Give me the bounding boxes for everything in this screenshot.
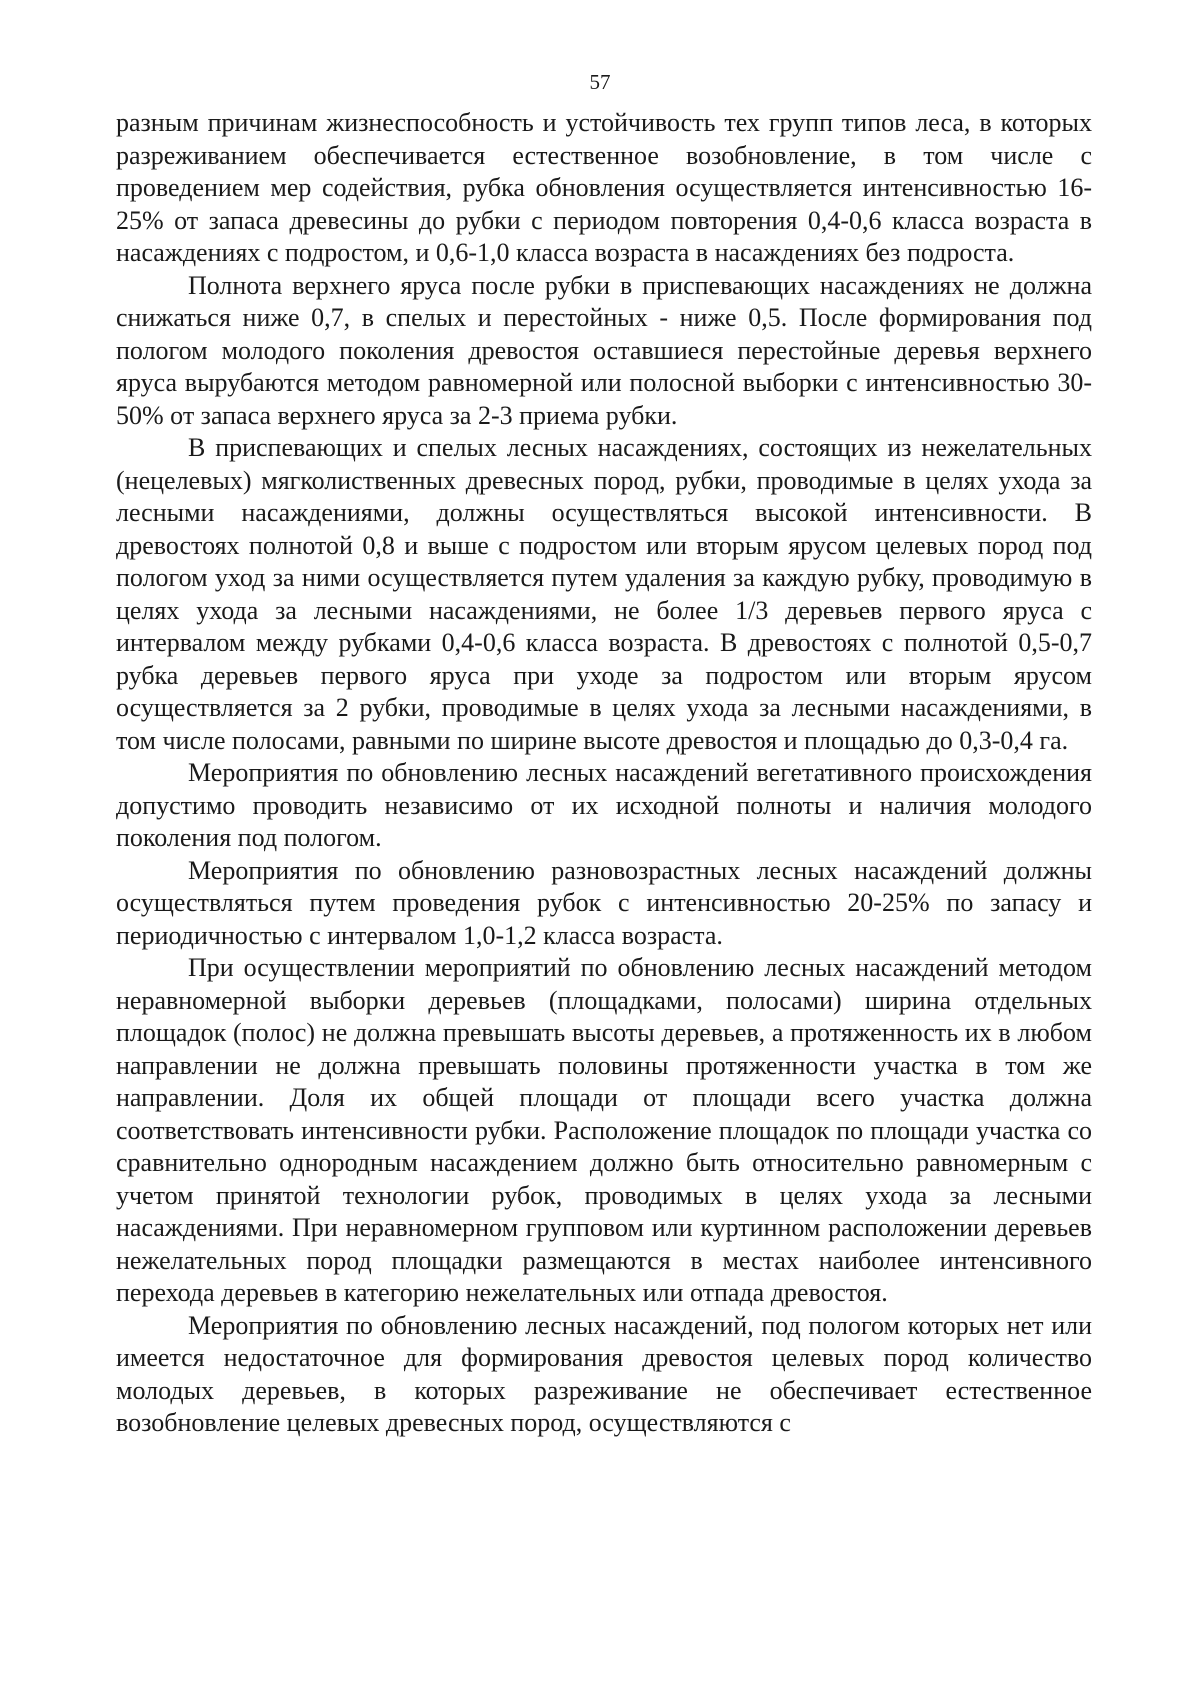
paragraph-continuation: разным причинам жизнеспособность и устойчивость тех групп типов леса, в которых разреживанием обеспечивается естественное возобновление, в том числе с проведением мер содействия, рубка обновления осуществляется интенсивностью 16-25% от запаса древесины до рубки с периодом повторения 0,4-0,6 класса возраста в насаждениях с подростом, и 0,6-1,0 класса возраста в насаждениях без подроста. [116, 108, 1092, 267]
paragraph-undesirable-species: В приспевающих и спелых лесных насаждениях, состоящих из нежелательных (нецелевых) мягколиственных древесных пород, рубки, проводимые в целях ухода за лесными насаждениями, должны осуществляться высокой интенсивности. В древостоях полнотой 0,8 и выше с подростом или вторым ярусом целевых пород под пологом уход за ними осуществляется путем удаления за каждую рубку, проводимую в целях ухода за лесными насаждениями, не более 1/3 деревьев первого яруса с интервалом между рубками 0,4-0,6 класса возраста. В древостоях с полнотой 0,5-0,7 рубка деревьев первого яруса при уходе за подростом или вторым ярусом осуществляется за 2 рубки, проводимые в целях ухода за лесными насаждениями, в том числе полосами, равными по ширине высоте древостоя и площадью до 0,3-0,4 га. [116, 433, 1092, 755]
body-text [116, 107, 1092, 1440]
paragraph-uneven-aged-stands: Мероприятия по обновлению разновозрастных лесных насаждений должны осуществляться путем проведения рубок с интенсивностью 20-25% по запасу и периодичностью с интервалом 1,0-1,2 класса возраста. [116, 855, 1092, 950]
paragraph-insufficient-regeneration: Мероприятия по обновлению лесных насаждений, под пологом которых нет или имеется недостаточное для формирования древостоя целевых пород количество молодых деревьев, в которых разреживание не обеспечивает естественное возобновление целевых древесных пород, осуществляются с [116, 1310, 1092, 1437]
paragraph-upper-tier-density: Полнота верхнего яруса после рубки в приспевающих насаждениях не должна снижаться ниже 0,7, в спелых и перестойных - ниже 0,5. После формирования под пологом молодого поколения древостоя оставшиеся перестойные деревья верхнего яруса вырубаются методом равномерной или полосной выборки с интенсивностью 30-50% от запаса верхнего яруса за 2-3 приема рубки. [116, 270, 1092, 430]
page-number: 57 [589, 70, 611, 94]
paragraph-uneven-selection: При осуществлении мероприятий по обновлению лесных насаждений методом неравномерной выборки деревьев (площадками, полосами) ширина отдельных площадок (полос) не должна превышать высоты деревьев, а протяженность их в любом направлении не должна превышать половины протяженности участка в том же направлении. Доля их общей площади от площади всего участка должна соответствовать интенсивности рубки. Расположение площадок по площади участка со сравнительно однородным насаждением должно быть относительно равномерным с учетом принятой технологии рубок, проводимых в целях ухода за лесными насаждениями. При неравномерном групповом или куртинном расположении деревьев нежелательных пород площадки размещаются в местах наиболее интенсивного перехода деревьев в категорию нежелательных или отпада древостоя. [116, 953, 1092, 1307]
paragraph-vegetative-origin: Мероприятия по обновлению лесных насаждений вегетативного происхождения допустимо проводить независимо от их исходной полноты и наличия молодого поколения под пологом. [116, 758, 1092, 852]
